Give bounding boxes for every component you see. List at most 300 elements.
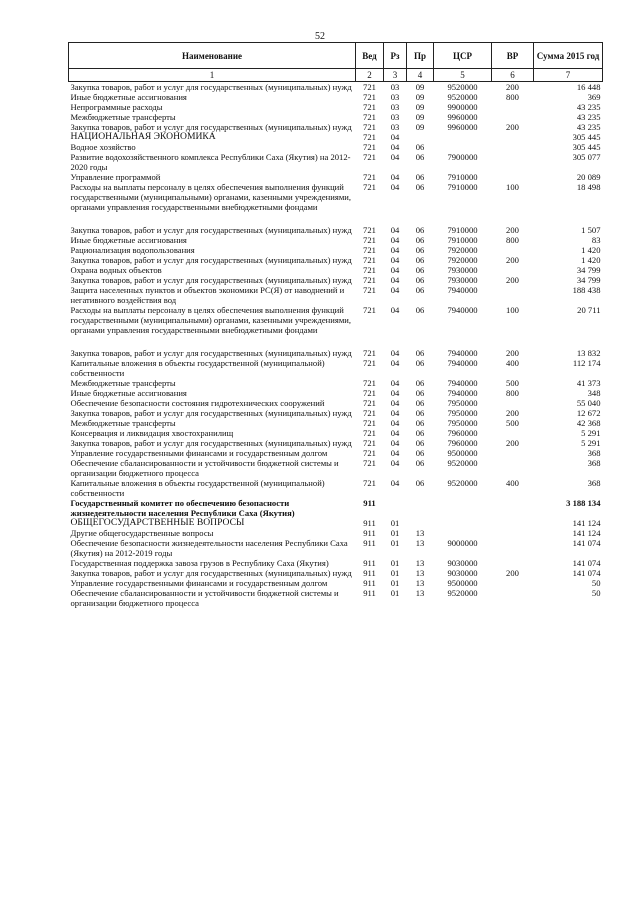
header-ved: Вед bbox=[356, 43, 384, 69]
header-pr: Пр bbox=[407, 43, 434, 69]
row-name: Другие общегосударственные вопросы bbox=[70, 528, 214, 538]
row-name: Закупка товаров, работ и услуг для государственных (муниципальных) нужд bbox=[70, 275, 352, 285]
row-csr: 9520000 bbox=[447, 478, 478, 488]
header-name: Наименование bbox=[69, 43, 356, 69]
row-sum: 1 420 bbox=[581, 245, 601, 255]
table-row bbox=[69, 82, 603, 93]
row-rz: 01 bbox=[390, 518, 400, 528]
row-ved: 911 bbox=[363, 558, 376, 568]
row-name: ОБЩЕГОСУДАРСТВЕННЫЕ ВОПРОСЫ bbox=[70, 517, 245, 528]
row-name: Межбюджетные трансферты bbox=[70, 378, 176, 388]
row-pr: 06 bbox=[415, 142, 425, 152]
row-ved: 721 bbox=[363, 418, 376, 428]
row-pr: 06 bbox=[415, 235, 425, 245]
row-sum: 305 077 bbox=[572, 152, 601, 162]
row-name: Непрограммные расходы bbox=[70, 102, 163, 112]
row-rz: 03 bbox=[390, 102, 400, 112]
page-number: 52 bbox=[315, 31, 325, 42]
row-name: Межбюджетные трансферты bbox=[70, 418, 176, 428]
row-pr: 06 bbox=[415, 478, 425, 488]
spacer-cell bbox=[69, 212, 603, 225]
row-ved: 721 bbox=[363, 225, 376, 235]
row-sum: 305 445 bbox=[572, 132, 601, 142]
row-csr: 7910000 bbox=[447, 172, 478, 182]
row-vr: 200 bbox=[506, 348, 519, 358]
row-vr bbox=[492, 102, 534, 112]
table-body bbox=[69, 82, 603, 609]
row-csr: 7910000 bbox=[447, 235, 478, 245]
row-ved: 721 bbox=[363, 458, 376, 468]
row-name: Иные бюджетные ассигнования bbox=[70, 92, 187, 102]
row-name: Закупка товаров, работ и услуг для государственных (муниципальных) нужд bbox=[70, 438, 352, 448]
table-row bbox=[69, 528, 603, 538]
table-row bbox=[69, 388, 603, 398]
row-pr: 09 bbox=[415, 122, 425, 132]
header-number: 5 bbox=[434, 69, 492, 82]
row-csr: 7920000 bbox=[447, 245, 478, 255]
row-name: Обеспечение безопасности жизнедеятельности населения Республики Саха (Якутия) на 2012-2019 годы bbox=[70, 538, 348, 558]
row-pr: 13 bbox=[415, 568, 425, 578]
row-pr: 06 bbox=[415, 285, 425, 295]
row-vr bbox=[492, 265, 534, 275]
row-vr bbox=[492, 152, 534, 172]
row-csr: 9000000 bbox=[447, 538, 478, 548]
row-pr: 06 bbox=[415, 458, 425, 468]
row-name: Рационализация водопользования bbox=[70, 245, 195, 255]
row-pr: 09 bbox=[415, 102, 425, 112]
row-csr: 7940000 bbox=[447, 348, 478, 358]
row-rz: 01 bbox=[390, 528, 400, 538]
row-name: Консервация и ликвидация хвостохранилищ bbox=[70, 428, 234, 438]
row-spacer bbox=[69, 212, 603, 225]
row-ved: 911 bbox=[363, 518, 376, 528]
row-csr: 9030000 bbox=[447, 568, 478, 578]
row-csr: 9520000 bbox=[447, 82, 478, 92]
row-pr bbox=[407, 498, 434, 518]
row-rz: 04 bbox=[390, 285, 400, 295]
row-csr bbox=[434, 498, 492, 518]
row-rz: 04 bbox=[390, 388, 400, 398]
row-pr: 13 bbox=[415, 528, 425, 538]
row-vr: 200 bbox=[506, 275, 519, 285]
row-name: Капитальные вложения в объекты государственной (муниципальной) собственности bbox=[70, 478, 325, 498]
row-rz: 04 bbox=[390, 142, 400, 152]
row-sum: 188 438 bbox=[572, 285, 601, 295]
row-vr: 200 bbox=[506, 122, 519, 132]
row-csr: 9900000 bbox=[447, 102, 478, 112]
row-ved: 721 bbox=[363, 305, 376, 315]
header-number: 4 bbox=[407, 69, 434, 82]
row-rz: 03 bbox=[390, 122, 400, 132]
row-rz: 01 bbox=[390, 578, 400, 588]
table-row bbox=[69, 438, 603, 448]
row-pr: 06 bbox=[415, 428, 425, 438]
table-row bbox=[69, 378, 603, 388]
row-name: Расходы на выплаты персоналу в целях обеспечения выполнения функций государственными (муниципальными) органами, казенными учреждениями, органами управления государственными внебюджетными фондами bbox=[70, 305, 352, 335]
row-sum: 20 089 bbox=[576, 172, 601, 182]
header-sum: Сумма 2015 год bbox=[534, 43, 603, 69]
row-csr: 7910000 bbox=[447, 225, 478, 235]
row-pr: 06 bbox=[415, 388, 425, 398]
row-ved: 721 bbox=[363, 142, 376, 152]
row-vr: 200 bbox=[506, 568, 519, 578]
row-rz: 04 bbox=[390, 418, 400, 428]
row-name: Закупка товаров, работ и услуг для государственных (муниципальных) нужд bbox=[70, 568, 352, 578]
row-ved: 721 bbox=[363, 285, 376, 295]
table-row bbox=[69, 245, 603, 255]
row-pr: 06 bbox=[415, 378, 425, 388]
table-row bbox=[69, 142, 603, 152]
row-sum: 83 bbox=[591, 235, 601, 245]
table-row bbox=[69, 132, 603, 142]
row-sum: 141 124 bbox=[572, 528, 601, 538]
row-vr: 500 bbox=[506, 418, 519, 428]
row-vr: 400 bbox=[506, 478, 519, 488]
row-sum: 50 bbox=[591, 578, 601, 588]
row-rz: 04 bbox=[390, 225, 400, 235]
row-vr bbox=[492, 112, 534, 122]
table-row bbox=[69, 408, 603, 418]
table-row bbox=[69, 448, 603, 458]
row-rz: 04 bbox=[390, 458, 400, 468]
row-csr: 9520000 bbox=[447, 458, 478, 468]
table-row bbox=[69, 518, 603, 528]
row-ved: 721 bbox=[363, 388, 376, 398]
row-vr bbox=[492, 428, 534, 438]
row-sum: 141 074 bbox=[572, 558, 601, 568]
row-ved: 721 bbox=[363, 132, 376, 142]
row-vr bbox=[492, 458, 534, 478]
table-row bbox=[69, 255, 603, 265]
row-sum: 43 235 bbox=[576, 112, 601, 122]
budget-table bbox=[68, 42, 603, 608]
row-csr: 7900000 bbox=[447, 152, 478, 162]
row-rz: 04 bbox=[390, 275, 400, 285]
row-rz: 04 bbox=[390, 132, 400, 142]
row-ved: 721 bbox=[363, 398, 376, 408]
row-csr bbox=[434, 518, 492, 528]
row-pr: 06 bbox=[415, 255, 425, 265]
row-sum: 112 174 bbox=[572, 358, 601, 368]
row-csr: 7920000 bbox=[447, 255, 478, 265]
row-name: Капитальные вложения в объекты государственной (муниципальной) собственности bbox=[70, 358, 325, 378]
row-ved: 721 bbox=[363, 112, 376, 122]
table-row bbox=[69, 182, 603, 212]
row-pr: 13 bbox=[415, 538, 425, 548]
table-row bbox=[69, 348, 603, 358]
table-row bbox=[69, 588, 603, 608]
row-csr: 7960000 bbox=[447, 438, 478, 448]
row-ved: 721 bbox=[363, 358, 376, 368]
row-vr: 800 bbox=[506, 92, 519, 102]
row-ved: 721 bbox=[363, 122, 376, 132]
row-sum: 348 bbox=[587, 388, 601, 398]
row-name: Расходы на выплаты персоналу в целях обеспечения выполнения функций государственными (муниципальными) органами, казенными учреждениями, органами управления государственными внебюджетными фондами bbox=[70, 182, 352, 212]
row-rz: 04 bbox=[390, 182, 400, 192]
row-rz: 04 bbox=[390, 348, 400, 358]
row-name: Государственная поддержка завоза грузов в Республику Саха (Якутия) bbox=[70, 558, 329, 568]
row-ved: 721 bbox=[363, 172, 376, 182]
row-csr: 7910000 bbox=[447, 182, 478, 192]
header-number-row bbox=[69, 69, 603, 82]
row-vr: 200 bbox=[506, 408, 519, 418]
row-sum: 305 445 bbox=[572, 142, 601, 152]
row-ved: 721 bbox=[363, 275, 376, 285]
row-rz: 04 bbox=[390, 152, 400, 162]
row-rz: 04 bbox=[390, 305, 400, 315]
row-csr: 7960000 bbox=[447, 428, 478, 438]
row-csr: 7930000 bbox=[447, 265, 478, 275]
row-csr: 9500000 bbox=[447, 578, 478, 588]
row-ved: 911 bbox=[363, 498, 376, 508]
row-rz: 04 bbox=[390, 438, 400, 448]
row-vr: 200 bbox=[506, 438, 519, 448]
row-ved: 721 bbox=[363, 245, 376, 255]
row-sum: 368 bbox=[587, 478, 601, 488]
row-sum: 16 448 bbox=[576, 82, 601, 92]
row-ved: 721 bbox=[363, 92, 376, 102]
row-vr bbox=[492, 588, 534, 608]
row-ved: 911 bbox=[363, 578, 376, 588]
row-pr: 09 bbox=[415, 92, 425, 102]
row-pr: 06 bbox=[415, 418, 425, 428]
row-sum: 141 074 bbox=[572, 568, 601, 578]
row-vr: 500 bbox=[506, 378, 519, 388]
row-ved: 721 bbox=[363, 82, 376, 92]
row-rz: 03 bbox=[390, 82, 400, 92]
row-vr bbox=[492, 172, 534, 182]
row-name: Водное хозяйство bbox=[70, 142, 136, 152]
row-pr: 06 bbox=[415, 408, 425, 418]
row-csr: 7950000 bbox=[447, 398, 478, 408]
row-sum: 20 711 bbox=[577, 305, 601, 315]
row-vr bbox=[492, 398, 534, 408]
row-vr bbox=[492, 518, 534, 528]
row-rz: 04 bbox=[390, 235, 400, 245]
row-rz: 01 bbox=[390, 558, 400, 568]
row-rz: 01 bbox=[390, 568, 400, 578]
row-rz: 04 bbox=[390, 245, 400, 255]
row-pr: 13 bbox=[415, 588, 425, 598]
row-vr: 200 bbox=[506, 82, 519, 92]
row-ved: 721 bbox=[363, 348, 376, 358]
row-csr: 9520000 bbox=[447, 588, 478, 598]
row-rz: 04 bbox=[390, 358, 400, 368]
row-csr bbox=[434, 528, 492, 538]
row-rz: 04 bbox=[390, 448, 400, 458]
table-row bbox=[69, 358, 603, 378]
row-name: Обеспечение сбалансированности и устойчивости бюджетной системы и организации бюджетного процесса bbox=[70, 458, 339, 478]
row-vr bbox=[492, 142, 534, 152]
row-name: Закупка товаров, работ и услуг для государственных (муниципальных) нужд bbox=[70, 225, 352, 235]
row-rz: 01 bbox=[390, 588, 400, 598]
header-number: 7 bbox=[534, 69, 603, 82]
table-row bbox=[69, 275, 603, 285]
row-rz: 04 bbox=[390, 265, 400, 275]
row-sum: 13 832 bbox=[576, 348, 601, 358]
row-csr: 9960000 bbox=[447, 112, 478, 122]
row-sum: 41 373 bbox=[576, 378, 601, 388]
table-row bbox=[69, 558, 603, 568]
row-csr: 7940000 bbox=[447, 305, 478, 315]
table-row bbox=[69, 578, 603, 588]
row-name: Обеспечение безопасности состояния гидротехнических сооружений bbox=[70, 398, 325, 408]
row-ved: 721 bbox=[363, 448, 376, 458]
row-sum: 368 bbox=[587, 448, 601, 458]
row-name: Управление государственными финансами и государственным долгом bbox=[70, 448, 328, 458]
row-pr: 09 bbox=[415, 82, 425, 92]
row-vr bbox=[492, 558, 534, 568]
row-pr: 06 bbox=[415, 358, 425, 368]
row-csr: 7930000 bbox=[447, 275, 478, 285]
row-rz: 04 bbox=[390, 172, 400, 182]
row-pr bbox=[407, 132, 434, 142]
row-vr: 800 bbox=[506, 388, 519, 398]
row-sum: 12 672 bbox=[576, 408, 601, 418]
row-pr: 06 bbox=[415, 275, 425, 285]
row-pr: 06 bbox=[415, 398, 425, 408]
table-row bbox=[69, 305, 603, 335]
row-csr bbox=[434, 132, 492, 142]
table-row bbox=[69, 418, 603, 428]
table-row bbox=[69, 152, 603, 172]
row-csr: 7950000 bbox=[447, 408, 478, 418]
row-pr: 06 bbox=[415, 265, 425, 275]
row-vr: 800 bbox=[506, 235, 519, 245]
row-name: Закупка товаров, работ и услуг для государственных (муниципальных) нужд bbox=[70, 348, 352, 358]
row-ved: 721 bbox=[363, 182, 376, 192]
row-pr: 13 bbox=[415, 558, 425, 568]
row-csr: 9960000 bbox=[447, 122, 478, 132]
table-row bbox=[69, 265, 603, 275]
row-ved: 721 bbox=[363, 408, 376, 418]
row-name: Управление программой bbox=[70, 172, 161, 182]
row-pr: 13 bbox=[415, 578, 425, 588]
row-sum: 1 420 bbox=[581, 255, 601, 265]
row-sum: 34 799 bbox=[576, 275, 601, 285]
row-vr bbox=[492, 528, 534, 538]
row-vr: 200 bbox=[506, 255, 519, 265]
row-ved: 721 bbox=[363, 478, 376, 488]
row-pr: 06 bbox=[415, 172, 425, 182]
row-vr bbox=[492, 132, 534, 142]
header-number: 3 bbox=[384, 69, 407, 82]
row-sum: 43 235 bbox=[576, 122, 601, 132]
row-name: Закупка товаров, работ и услуг для государственных (муниципальных) нужд bbox=[70, 122, 352, 132]
row-pr: 06 bbox=[415, 182, 425, 192]
row-ved: 721 bbox=[363, 428, 376, 438]
row-rz: 04 bbox=[390, 398, 400, 408]
row-csr: 9520000 bbox=[447, 92, 478, 102]
header-number: 2 bbox=[356, 69, 384, 82]
row-name: Закупка товаров, работ и услуг для государственных (муниципальных) нужд bbox=[70, 255, 352, 265]
row-name: Иные бюджетные ассигнования bbox=[70, 388, 187, 398]
header-number: 6 bbox=[492, 69, 534, 82]
header-csr: ЦСР bbox=[434, 43, 492, 69]
row-vr bbox=[492, 285, 534, 305]
row-rz: 04 bbox=[390, 478, 400, 488]
row-rz: 04 bbox=[390, 378, 400, 388]
row-ved: 911 bbox=[363, 588, 376, 598]
row-csr: 7950000 bbox=[447, 418, 478, 428]
row-sum: 3 188 134 bbox=[566, 498, 601, 508]
row-pr: 06 bbox=[415, 448, 425, 458]
row-rz: 04 bbox=[390, 255, 400, 265]
table-row bbox=[69, 92, 603, 102]
row-csr: 7940000 bbox=[447, 378, 478, 388]
row-name: Охрана водных объектов bbox=[70, 265, 162, 275]
row-ved: 721 bbox=[363, 438, 376, 448]
row-vr bbox=[492, 498, 534, 518]
row-vr bbox=[492, 578, 534, 588]
table-row bbox=[69, 498, 603, 518]
table-row bbox=[69, 235, 603, 245]
row-vr: 100 bbox=[506, 305, 519, 315]
row-rz: 03 bbox=[390, 112, 400, 122]
row-sum: 141 124 bbox=[572, 518, 601, 528]
row-name: Управление государственными финансами и государственным долгом bbox=[70, 578, 328, 588]
row-csr: 9030000 bbox=[447, 558, 478, 568]
row-rz: 04 bbox=[390, 408, 400, 418]
row-sum: 5 291 bbox=[581, 428, 601, 438]
table-row bbox=[69, 102, 603, 112]
row-ved: 911 bbox=[363, 568, 376, 578]
row-vr bbox=[492, 538, 534, 558]
row-ved: 911 bbox=[363, 538, 376, 548]
row-pr: 09 bbox=[415, 112, 425, 122]
row-csr: 9500000 bbox=[447, 448, 478, 458]
row-ved: 721 bbox=[363, 265, 376, 275]
row-vr: 400 bbox=[506, 358, 519, 368]
table-row bbox=[69, 172, 603, 182]
table-row bbox=[69, 478, 603, 498]
spacer-cell bbox=[69, 335, 603, 348]
row-name: Закупка товаров, работ и услуг для государственных (муниципальных) нужд bbox=[70, 82, 352, 92]
row-sum: 34 799 bbox=[576, 265, 601, 275]
row-csr bbox=[434, 142, 492, 152]
header-vr: ВР bbox=[492, 43, 534, 69]
row-ved: 721 bbox=[363, 235, 376, 245]
row-rz bbox=[384, 498, 407, 518]
table-row bbox=[69, 458, 603, 478]
row-sum: 368 bbox=[587, 458, 601, 468]
row-pr: 06 bbox=[415, 305, 425, 315]
row-sum: 369 bbox=[587, 92, 601, 102]
row-ved: 721 bbox=[363, 255, 376, 265]
table-row bbox=[69, 225, 603, 235]
row-rz: 01 bbox=[390, 538, 400, 548]
row-name: Межбюджетные трансферты bbox=[70, 112, 176, 122]
table-row bbox=[69, 428, 603, 438]
row-vr bbox=[492, 245, 534, 255]
row-name: Защита населенных пунктов и объектов экономики РС(Я) от наводнений и негативного воздействия вод bbox=[70, 285, 345, 305]
row-sum: 42 368 bbox=[576, 418, 601, 428]
header-rz: Рз bbox=[384, 43, 407, 69]
row-sum: 50 bbox=[591, 588, 601, 598]
row-pr: 06 bbox=[415, 245, 425, 255]
row-ved: 721 bbox=[363, 378, 376, 388]
row-pr: 06 bbox=[415, 225, 425, 235]
row-rz: 03 bbox=[390, 92, 400, 102]
row-spacer bbox=[69, 335, 603, 348]
row-pr: 06 bbox=[415, 348, 425, 358]
row-sum: 43 235 bbox=[576, 102, 601, 112]
row-sum: 141 074 bbox=[572, 538, 601, 548]
row-pr: 06 bbox=[415, 438, 425, 448]
row-ved: 721 bbox=[363, 102, 376, 112]
row-ved: 721 bbox=[363, 152, 376, 162]
table-row bbox=[69, 285, 603, 305]
